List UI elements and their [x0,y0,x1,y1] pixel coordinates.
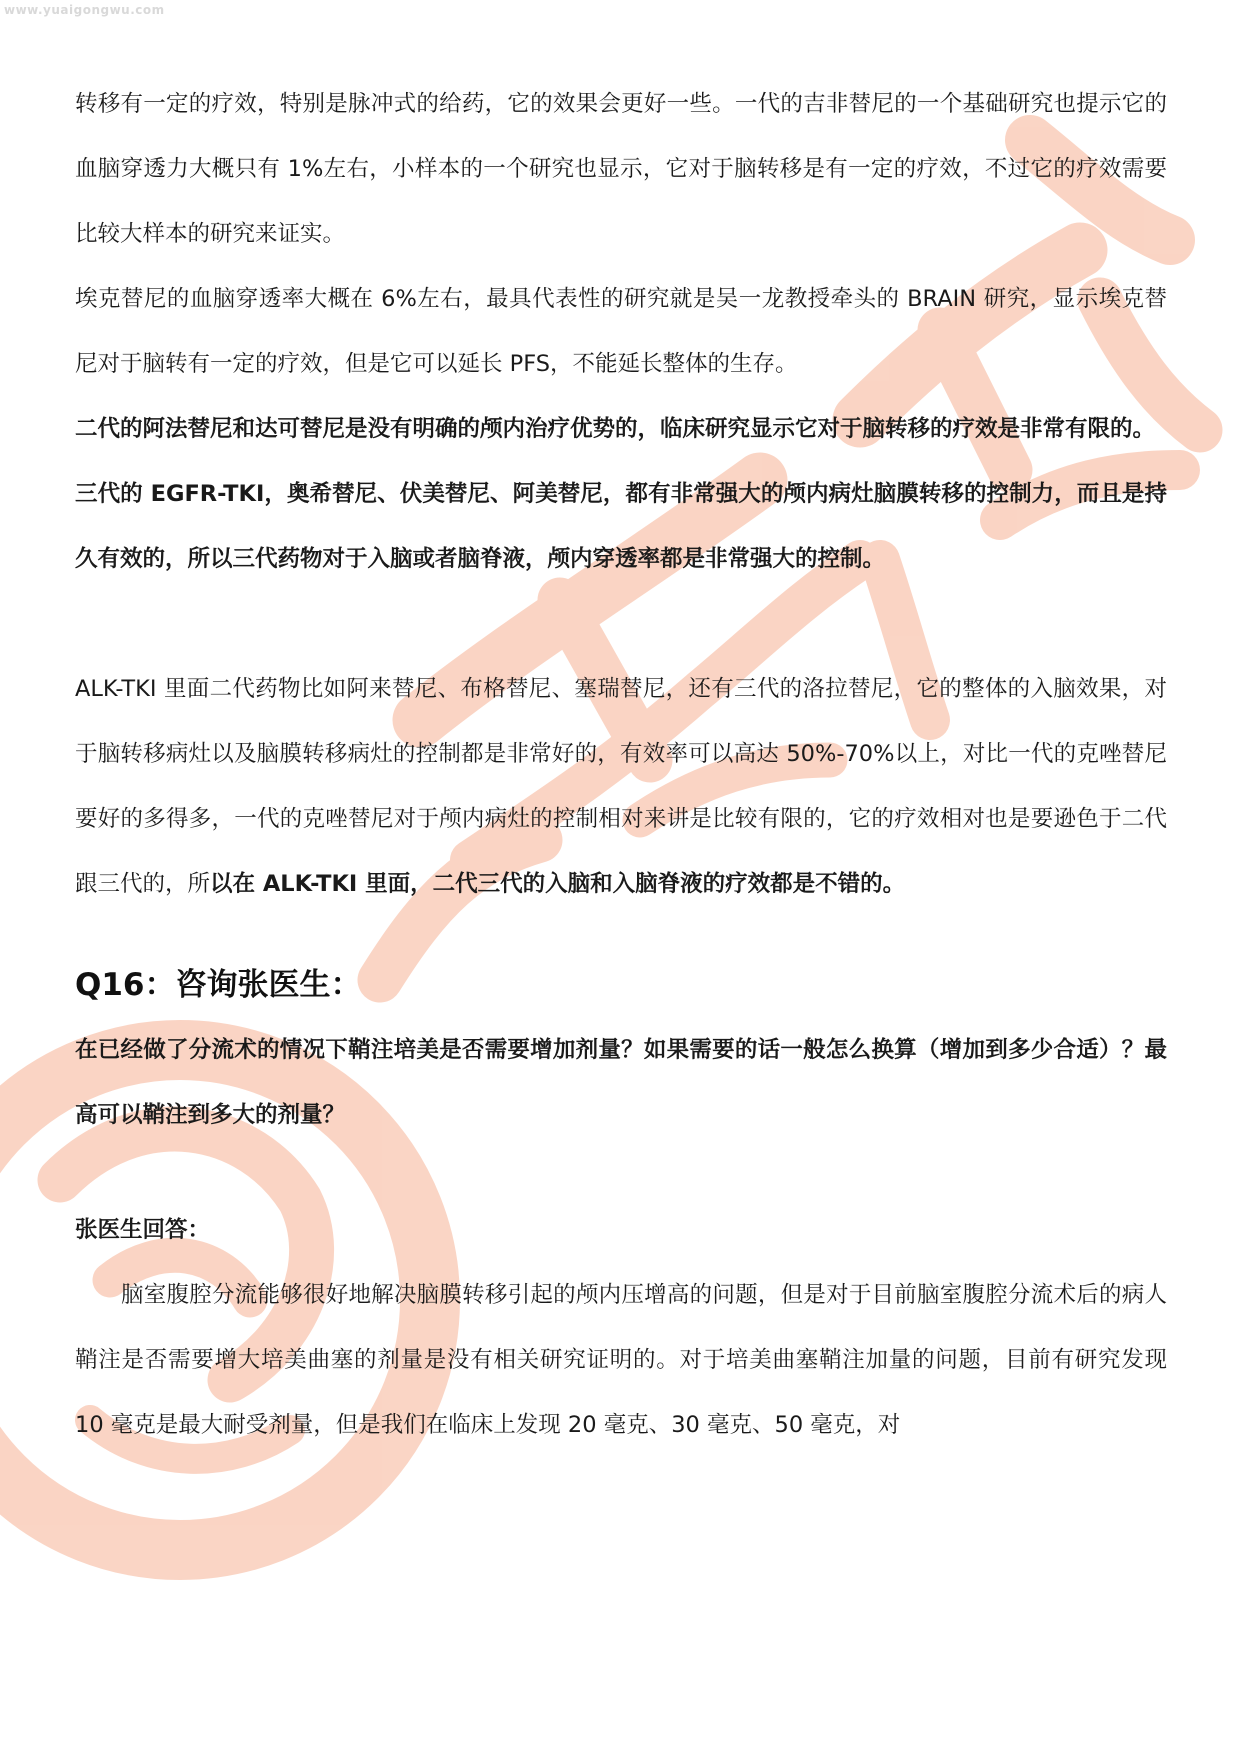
site-watermark-url: www.yuaigongwu.com [4,3,165,17]
document-body [75,72,1167,1458]
alk-tki-text: ALK-TKI 里面二代药物比如阿来替尼、布格替尼、塞瑞替尼，还有三代的洛拉替尼，它的整体的入脑效果，对于脑转移病灶以及脑膜转移病灶的控制都是非常好的，有效率可以高达 50%-70%以上，对比一代的克唑替尼要好的多得多，一代的克唑替尼对于颅内病灶的控制相对来讲是比较有限的，它的疗效相对也是要逊色于二代跟三代的，所 [75,676,1167,897]
answer-text: 脑室腹腔分流能够很好地解决脑膜转移引起的颅内压增高的问题，但是对于目前脑室腹腔分流术后的病人鞘注是否需要增大培美曲塞的剂量是没有相关研究证明的。对于培美曲塞鞘注加量的问题，目前有研究发现 10 毫克是最大耐受剂量，但是我们在临床上发现 20 毫克、30 毫克、50 毫克，对 [75,1282,1167,1438]
alk-tki-conclusion: 以在 ALK-TKI 里面，二代三代的入脑和入脑脊液的疗效都是不错的。 [210,871,906,897]
section-spacer [75,917,1167,953]
paragraph-third-gen-egfr: 三代的 EGFR-TKI，奥希替尼、伏美替尼、阿美替尼，都有非常强大的颅内病灶脑膜转移的控制力，而且是持久有效的，所以三代药物对于入脑或者脑脊液，颅内穿透率都是非常强大的控制。 [75,481,1167,572]
question-title: Q16：咨询张医生： [75,967,362,1003]
paragraph-alk-tki [75,657,1167,917]
paragraph-second-gen-egfr: 二代的阿法替尼和达可替尼是没有明确的颅内治疗优势的，临床研究显示它对于脑转移的疗效是非常有限的。 [75,416,1156,442]
paragraph-gefitinib: 转移有一定的疗效，特别是脉冲式的给药，它的效果会更好一些。一代的吉非替尼的一个基础研究也提示它的血脑穿透力大概只有 1%左右，小样本的一个研究也显示，它对于脑转移是有一定的疗效，不过它的疗效需要比较大样本的研究来证实。 [75,91,1167,247]
answer-spacer [75,1148,1167,1198]
paragraph-spacer [75,592,1167,657]
answer-label: 张医生回答： [75,1217,211,1243]
question-text: 在已经做了分流术的情况下鞘注培美是否需要增加剂量？如果需要的话一般怎么换算（增加到多少合适）？最高可以鞘注到多大的剂量？ [75,1037,1167,1128]
paragraph-icotinib: 埃克替尼的血脑穿透率大概在 6%左右，最具代表性的研究就是吴一龙教授牵头的 BRAIN 研究，显示埃克替尼对于脑转有一定的疗效，但是它可以延长 PFS，不能延长整体的生存。 [75,286,1167,377]
